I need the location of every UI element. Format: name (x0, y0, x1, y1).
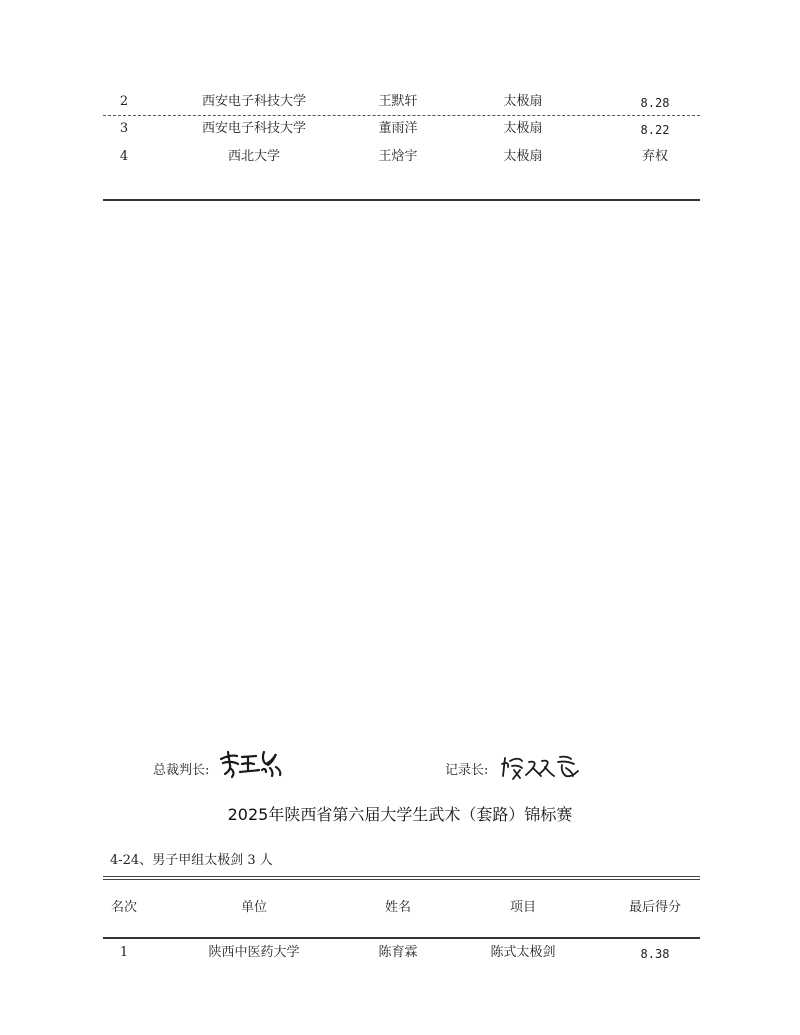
score-cell: 8.38 (640, 947, 670, 961)
header-score: 最后得分 (628, 900, 682, 915)
header-bottom-rule (103, 937, 700, 939)
competition-title: 2025年陕西省第六届大学生武术（套路）锦标赛 (227, 805, 573, 824)
athlete-name-cell: 王焓宇 (378, 149, 418, 164)
event-cell: 太极扇 (503, 149, 543, 164)
rank-cell: 4 (119, 149, 129, 164)
chief-judge-label: 总裁判长: (153, 763, 210, 778)
event-cell: 陈式太极剑 (490, 945, 556, 960)
table-top-rule (103, 876, 700, 880)
event-cell: 太极扇 (503, 94, 543, 109)
row-divider (103, 115, 700, 116)
score-cell: 8.22 (640, 123, 670, 137)
athlete-name-cell: 董雨洋 (378, 121, 418, 136)
rank-cell: 3 (119, 121, 129, 136)
score-cell: 8.28 (640, 96, 670, 110)
athlete-name-cell: 陈育霖 (378, 945, 418, 960)
event-cell: 太极扇 (503, 121, 543, 136)
unit-cell: 西北大学 (227, 149, 281, 164)
recorder-label: 记录长: (445, 763, 489, 778)
athlete-name-cell: 王默轩 (378, 94, 418, 109)
recorder-signature (500, 752, 582, 782)
unit-cell: 西安电子科技大学 (201, 121, 307, 136)
header-unit: 单位 (240, 900, 268, 915)
unit-cell: 陕西中医药大学 (208, 945, 300, 960)
section-heading: 4-24、男子甲组太极剑 3 人 (110, 853, 273, 868)
header-name: 姓名 (384, 900, 412, 915)
rank-cell: 1 (119, 945, 129, 960)
table-bottom-rule (103, 199, 700, 201)
header-event: 项目 (509, 900, 537, 915)
chief-judge-signature (218, 748, 284, 780)
score-cell: 弃权 (641, 149, 669, 164)
header-rank: 名次 (110, 900, 138, 915)
rank-cell: 2 (119, 94, 129, 109)
unit-cell: 西安电子科技大学 (201, 94, 307, 109)
